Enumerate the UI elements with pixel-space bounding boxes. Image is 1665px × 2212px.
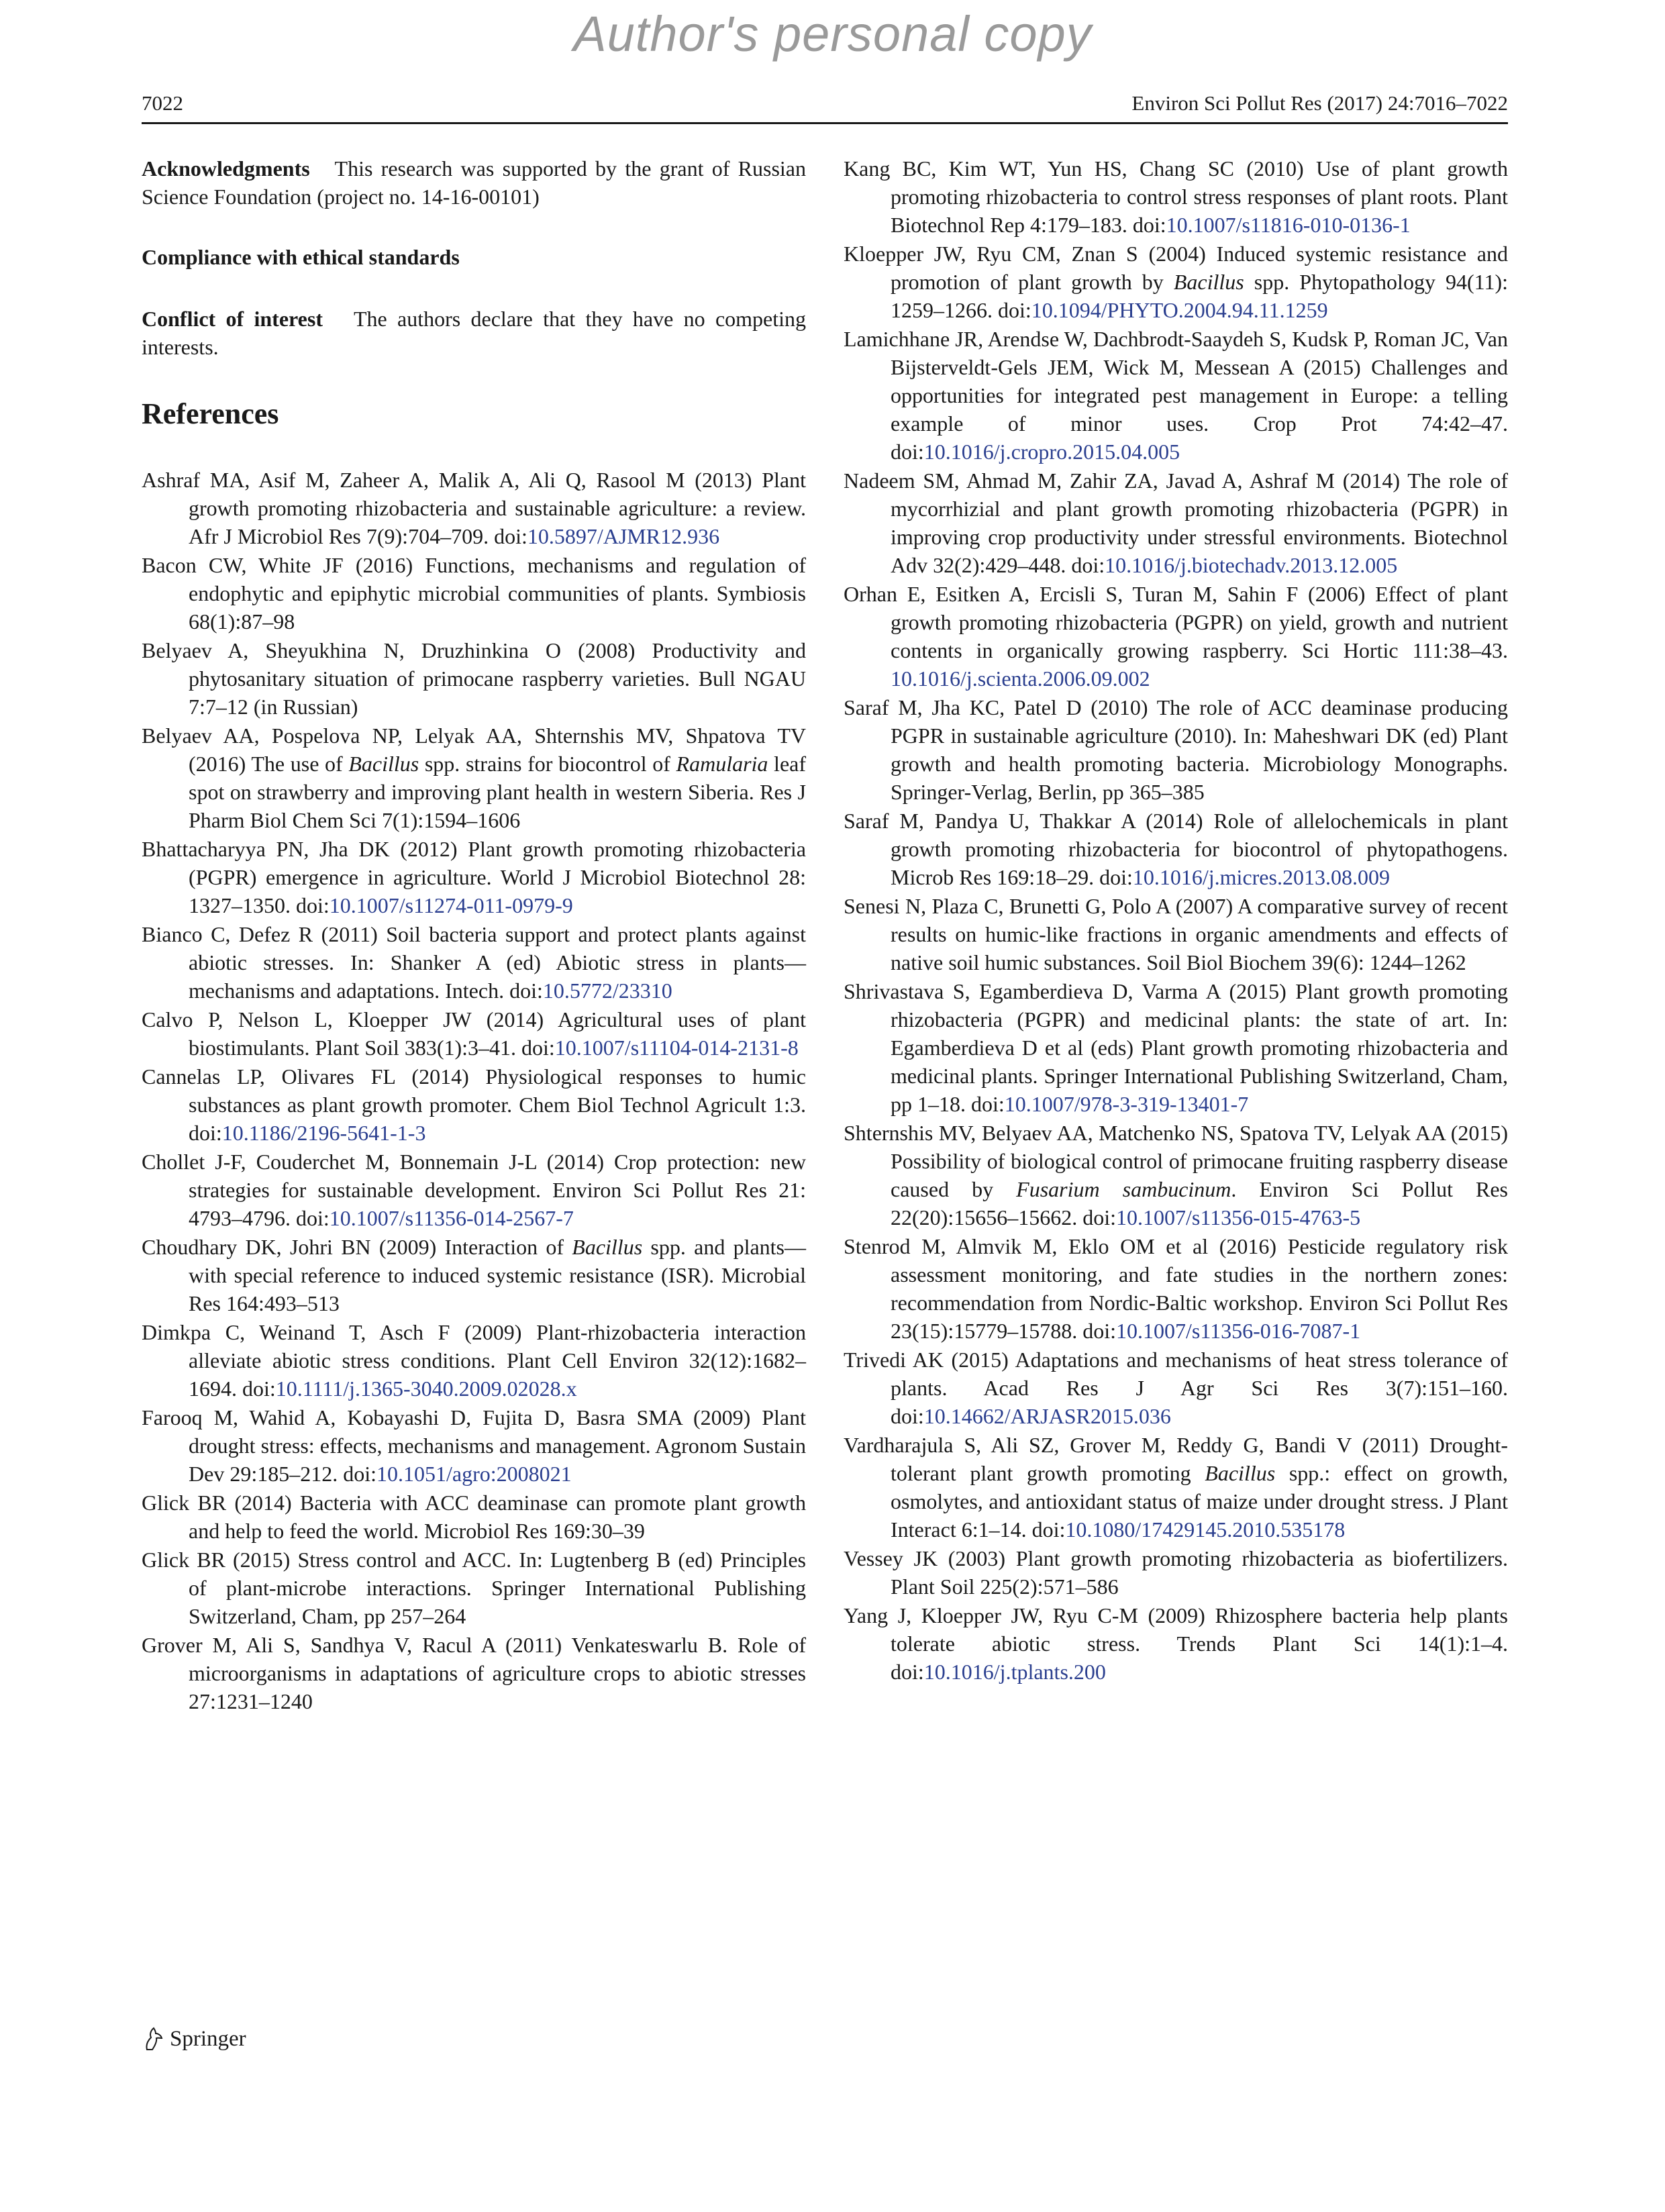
reference-text: leaf spot on strawberry and improving plant health in western Siberia. Res J Pharm Biol Chem Sci 7(1):1594–1606: [189, 752, 807, 832]
reference-text: Vardharajula S, Ali SZ, Grover M, Reddy G, Bandi V (2011) Drought-tolerant plant growth promoting: [844, 1433, 1508, 1485]
doi-link[interactable]: 10.1007/s11104-014-2131-8: [554, 1036, 799, 1060]
reference-text: Saraf M, Pandya U, Thakkar A (2014) Role of allelochemicals in plant growth promoting rhizobacteria for biocontrol of phytopathogens. Microb Res 169:18–29. doi:: [844, 809, 1508, 889]
reference-text: Dimkpa C, Weinand T, Asch F (2009) Plant-rhizobacteria interaction alleviate abiotic stress conditions. Plant Cell Environ 32(12):1682–1694. doi:: [142, 1320, 806, 1401]
reference-entry: [142, 1631, 806, 1715]
compliance-heading: Compliance with ethical standards: [142, 245, 460, 269]
reference-italic-text: Bacillus: [1205, 1461, 1276, 1485]
reference-italic-text: Fusarium sambucinum: [1016, 1177, 1231, 1201]
publisher-footer: [142, 2025, 246, 2052]
reference-entry: [844, 325, 1508, 466]
conflict-label: Conflict of interest: [142, 307, 323, 331]
reference-text: Senesi N, Plaza C, Brunetti G, Polo A (2007) A comparative survey of recent results on humic-like fractions in organic amendments and effects of native soil humic substances. Soil Biol Biochem 39(6): 1244–1262: [844, 894, 1508, 974]
reference-entry: [142, 1403, 806, 1488]
reference-entry: [142, 1005, 806, 1062]
reference-text: Farooq M, Wahid A, Kobayashi D, Fujita D, Basra SMA (2009) Plant drought stress: effects, mechanisms and management. Agronom Sustain Dev 29:185–212. doi:: [142, 1405, 806, 1486]
reference-text: Belyaev A, Sheyukhina N, Druzhinkina O (2008) Productivity and phytosanitary situation of primocane raspberry varieties. Bull NGAU 7:7–12 (in Russian): [142, 638, 806, 719]
reference-text: Nadeem SM, Ahmad M, Zahir ZA, Javad A, Ashraf M (2014) The role of mycorrhizial and plant growth promoting rhizobacteria (PGPR) in improving crop productivity under stressful environments. Biotechnol Adv 32(2):429–448. doi:: [844, 468, 1508, 577]
reference-entry: [844, 466, 1508, 579]
publisher-name: Springer: [170, 2026, 246, 2051]
reference-text: spp.: effect on growth, osmolytes, and antioxidant status of maize under drought stress. J Plant Interact 6:1–14. doi:: [891, 1461, 1508, 1542]
doi-link[interactable]: 10.1186/2196-5641-1-3: [221, 1121, 426, 1145]
reference-entry: [844, 1431, 1508, 1544]
doi-link[interactable]: 10.1016/j.micres.2013.08.009: [1132, 865, 1390, 889]
reference-text: Choudhary DK, Johri BN (2009) Interaction of: [142, 1235, 572, 1259]
reference-list-left: [142, 466, 806, 1715]
conflict-of-interest: [142, 305, 806, 361]
reference-text: spp. strains for biocontrol of: [419, 752, 676, 776]
reference-entry: [142, 1546, 806, 1630]
reference-text: Bhattacharyya PN, Jha DK (2012) Plant growth promoting rhizobacteria (PGPR) emergence in agriculture. World J Microbiol Biotechnol 28: 1327–1350. doi:: [142, 837, 806, 917]
reference-list-right: [844, 154, 1508, 1686]
reference-text: Bianco C, Defez R (2011) Soil bacteria support and protect plants against abiotic stresses. In: Shanker A (ed) Abiotic stress in plants—mechanisms and adaptations. Intech. doi:: [142, 922, 806, 1003]
doi-link[interactable]: 10.5897/AJMR12.936: [527, 524, 720, 548]
reference-entry: [142, 466, 806, 550]
acknowledgments: [142, 154, 806, 211]
reference-text: Lamichhane JR, Arendse W, Dachbrodt-Saaydeh S, Kudsk P, Roman JC, Van Bijsterveldt-Gels JEM, Wick M, Messean A (2015) Challenges and opportunities for integrated pest management in Europe: a telling example of minor uses. Crop Prot 74:42–47. doi:: [844, 327, 1508, 464]
reference-text: Ashraf MA, Asif M, Zaheer A, Malik A, Ali Q, Rasool M (2013) Plant growth promoting rhizobacteria and sustainable agriculture: a review. Afr J Microbiol Res 7(9):704–709. doi:: [142, 468, 806, 548]
reference-entry: [142, 835, 806, 919]
reference-entry: [844, 693, 1508, 806]
reference-entry: [844, 977, 1508, 1118]
reference-italic-text: Bacillus: [1173, 270, 1244, 294]
reference-text: Calvo P, Nelson L, Kloepper JW (2014) Agricultural uses of plant biostimulants. Plant Soil 383(1):3–41. doi:: [142, 1007, 806, 1060]
reference-italic-text: Bacillus: [572, 1235, 643, 1259]
reference-text: . Environ Sci Pollut Res 22(20):15656–15662. doi:: [891, 1177, 1509, 1229]
reference-text: Glick BR (2015) Stress control and ACC. In: Lugtenberg B (ed) Principles of plant-microbe interactions. Springer International Publishing Switzerland, Cham, pp 257–264: [142, 1548, 806, 1628]
journal-citation: Environ Sci Pollut Res (2017) 24:7016–7022: [1131, 91, 1508, 115]
reference-text: Cannelas LP, Olivares FL (2014) Physiological responses to humic substances as plant growth promoter. Chem Biol Technol Agricult 1:3. doi:: [142, 1064, 806, 1145]
reference-entry: [844, 1346, 1508, 1430]
doi-link[interactable]: 10.1016/j.tplants.200: [923, 1660, 1106, 1684]
doi-link[interactable]: 10.1007/s11274-011-0979-9: [329, 893, 573, 917]
doi-link[interactable]: 10.5772/23310: [542, 978, 672, 1003]
reference-entry: [844, 240, 1508, 324]
reference-entry: [142, 721, 806, 834]
reference-entry: [142, 920, 806, 1005]
doi-link[interactable]: 10.1007/s11356-015-4763-5: [1115, 1205, 1361, 1229]
reference-entry: [844, 1119, 1508, 1231]
reference-entry: [142, 636, 806, 721]
doi-link[interactable]: 10.1016/j.scienta.2006.09.002: [891, 666, 1150, 691]
reference-entry: [142, 1318, 806, 1403]
reference-text: Shternshis MV, Belyaev AA, Matchenko NS, Spatova TV, Lelyak AA (2015) Possibility of biological control of primocane fruiting raspberry disease caused by: [844, 1121, 1508, 1201]
springer-horse-icon: [142, 2025, 164, 2052]
reference-text: Stenrod M, Almvik M, Eklo OM et al (2016) Pesticide regulatory risk assessment monitoring, and fate studies in the northern zones: recommendation from Nordic-Baltic workshop. Environ Sci Pollut Res 23(15):15779–15788. doi:: [844, 1234, 1508, 1343]
reference-entry: [844, 807, 1508, 891]
reference-entry: [844, 154, 1508, 239]
reference-text: Kloepper JW, Ryu CM, Znan S (2004) Induced systemic resistance and promotion of plant growth by: [844, 242, 1508, 294]
reference-text: Trivedi AK (2015) Adaptations and mechanisms of heat stress tolerance of plants. Acad Res J Agr Sci Res 3(7):151–160. doi:: [844, 1348, 1508, 1428]
reference-entry: [844, 580, 1508, 693]
doi-link[interactable]: 10.1007/s11816-010-0136-1: [1166, 213, 1411, 237]
reference-text: Grover M, Ali S, Sandhya V, Racul A (2011) Venkateswarlu B. Role of microorganisms in adaptations of agriculture crops to abiotic stresses 27:1231–1240: [142, 1633, 806, 1713]
conflict-text: The authors declare that they have no competing interests.: [142, 307, 807, 359]
reference-entry: [844, 1544, 1508, 1601]
doi-link[interactable]: 10.1007/s11356-016-7087-1: [1115, 1319, 1361, 1343]
reference-entry: [844, 1601, 1508, 1686]
doi-link[interactable]: 10.1051/agro:2008021: [376, 1462, 572, 1486]
doi-link[interactable]: 10.1080/17429145.2010.535178: [1065, 1517, 1346, 1542]
reference-text: Glick BR (2014) Bacteria with ACC deaminase can promote plant growth and help to feed the world. Microbiol Res 169:30–39: [142, 1491, 806, 1543]
reference-text: Yang J, Kloepper JW, Ryu C-M (2009) Rhizosphere bacteria help plants tolerate abiotic stress. Trends Plant Sci 14(1):1–4. doi:: [844, 1603, 1508, 1684]
right-column: [844, 154, 1508, 1687]
reference-entry: [844, 1232, 1508, 1345]
reference-text: Orhan E, Esitken A, Ercisli S, Turan M, Sahin F (2006) Effect of plant growth promoting rhizobacteria (PGPR) on yield, growth and nutrient contents in organically growing raspberry. Sci Hortic 111:38–43.: [844, 582, 1508, 662]
reference-text: Bacon CW, White JF (2016) Functions, mechanisms and regulation of endophytic and epiphytic microbial communities of plants. Symbiosis 68(1):87–98: [142, 553, 806, 634]
reference-entry: [142, 1062, 806, 1147]
doi-link[interactable]: 10.14662/ARJASR2015.036: [923, 1404, 1171, 1428]
reference-entry: [142, 1233, 806, 1317]
reference-text: spp. and plants—with special reference to induced systemic resistance (ISR). Microbial Res 164:493–513: [189, 1235, 807, 1315]
reference-text: Shrivastava S, Egamberdieva D, Varma A (2015) Plant growth promoting rhizobacteria (PGPR) and medicinal plants: the state of art. In: Egamberdieva D et al (eds) Plant growth promoting rhizobacteria and medicinal plants. Springer International Publishing Switzerland, Cham, pp 1–18. doi:: [844, 979, 1508, 1116]
references-heading: References: [142, 397, 279, 430]
reference-italic-text: Ramularia: [676, 752, 768, 776]
doi-link[interactable]: 10.1016/j.biotechadv.2013.12.005: [1105, 553, 1398, 577]
reference-text: Kang BC, Kim WT, Yun HS, Chang SC (2010) Use of plant growth promoting rhizobacteria to control stress responses of plant roots. Plant Biotechnol Rep 4:179–183. doi:: [844, 156, 1508, 237]
running-header: [142, 91, 1508, 121]
acknowledgments-label: Acknowledgments: [142, 156, 310, 181]
watermark: Author's personal copy: [573, 6, 1092, 62]
doi-link[interactable]: 10.1007/s11356-014-2567-7: [329, 1206, 574, 1230]
page-number: 7022: [142, 91, 183, 115]
header-rule: [142, 122, 1508, 124]
reference-entry: [142, 1489, 806, 1545]
reference-text: Belyaev AA, Pospelova NP, Lelyak AA, Shternshis MV, Shpatova TV (2016) The use of: [142, 723, 806, 776]
doi-link[interactable]: 10.1007/978-3-319-13401-7: [1004, 1092, 1249, 1116]
reference-text: Vessey JK (2003) Plant growth promoting rhizobacteria as biofertilizers. Plant Soil 225(2):571–586: [844, 1546, 1508, 1599]
reference-text: spp. Phytopathology 94(11): 1259–1266. doi:: [891, 270, 1509, 322]
reference-italic-text: Bacillus: [348, 752, 419, 776]
reference-entry: [142, 551, 806, 636]
doi-link[interactable]: 10.1094/PHYTO.2004.94.11.1259: [1031, 298, 1328, 322]
reference-text: Chollet J-F, Couderchet M, Bonnemain J-L (2014) Crop protection: new strategies for sustainable development. Environ Sci Pollut Res 21: 4793–4796. doi:: [142, 1150, 806, 1230]
reference-entry: [142, 1148, 806, 1232]
doi-link[interactable]: 10.1016/j.cropro.2015.04.005: [923, 440, 1180, 464]
reference-text: Saraf M, Jha KC, Patel D (2010) The role of ACC deaminase producing PGPR in sustainable agriculture (2010). In: Maheshwari DK (ed) Plant growth and health promoting bacteria. Microbiology Monographs. Springer-Verlag, Berlin, pp 365–385: [844, 695, 1508, 804]
reference-entry: [844, 892, 1508, 976]
left-column: [142, 154, 806, 1716]
doi-link[interactable]: 10.1111/j.1365-3040.2009.02028.x: [275, 1376, 577, 1401]
acknowledgments-text: This research was supported by the grant of Russian Science Foundation (project no. 14-16-00101): [142, 156, 807, 209]
